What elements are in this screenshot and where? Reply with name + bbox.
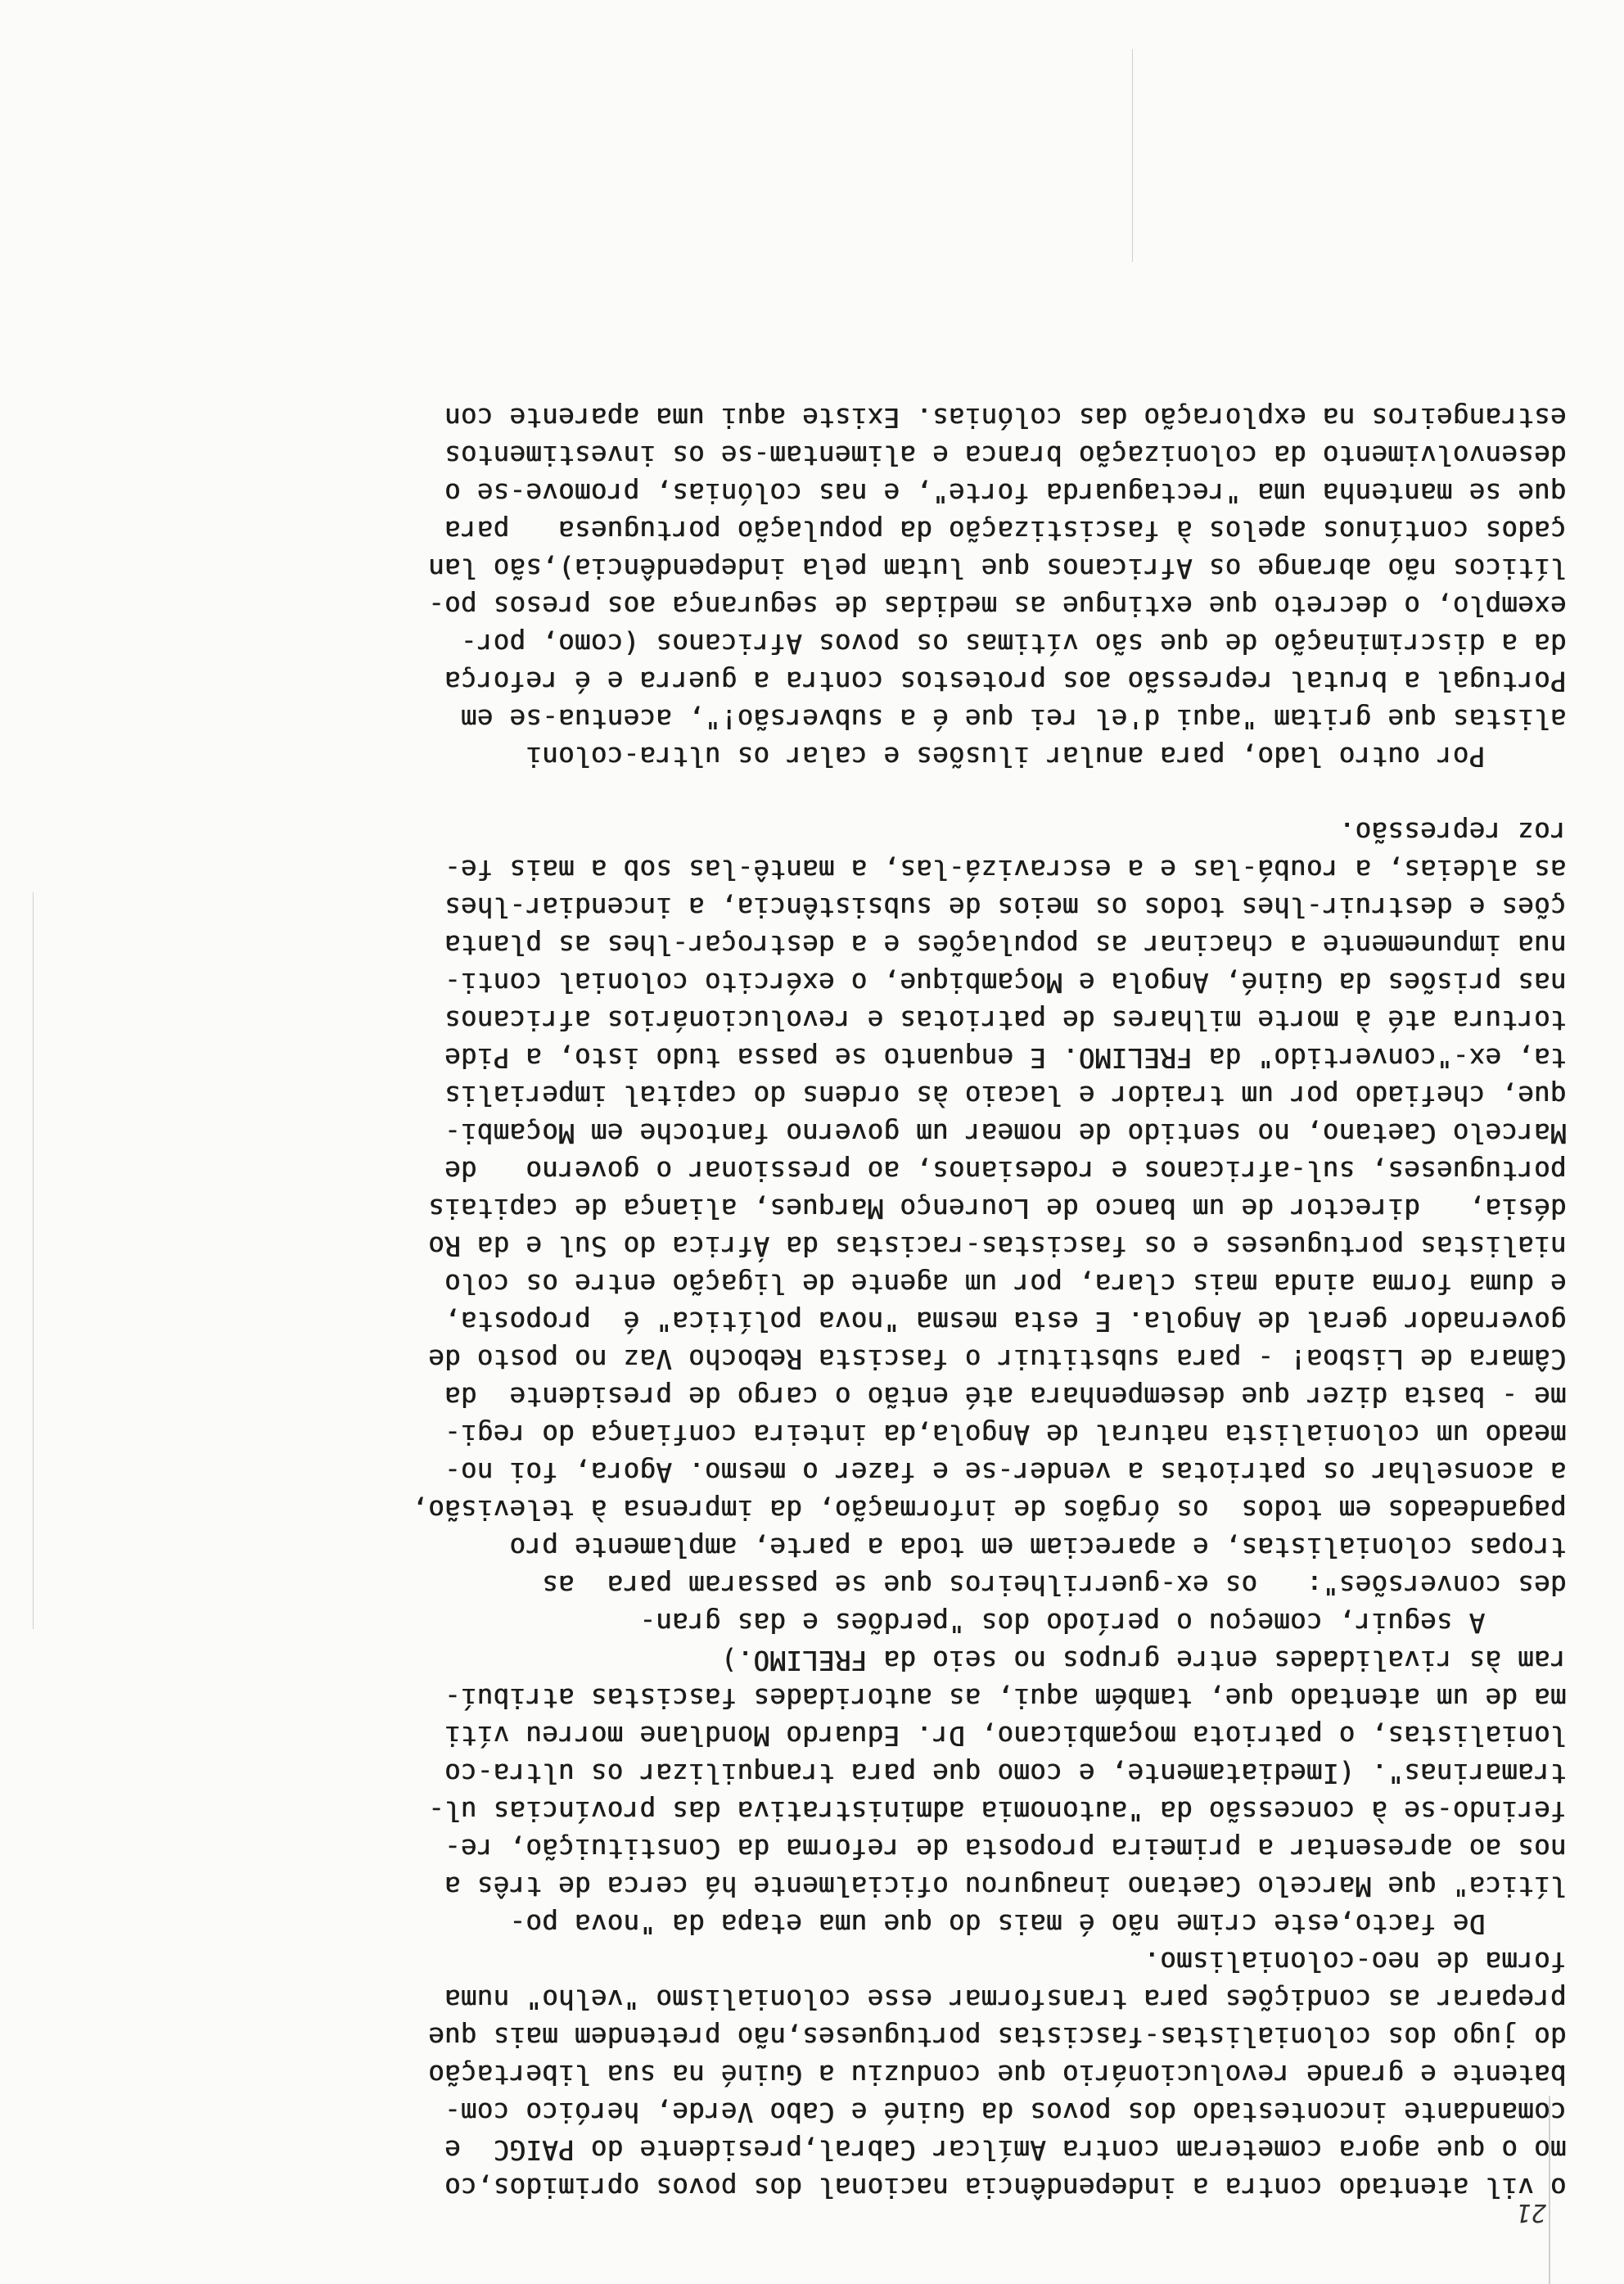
text-line: a aconselhar os patriotas a vender-se e fazer o mesmo. Agora, foi no- bbox=[444, 1456, 1567, 1487]
text-line: da a discriminação de que são vítimas os povos Africanos (como, por- bbox=[461, 628, 1567, 659]
text-line: governador geral de Angola. E esta mesma "nova política" é proposta, bbox=[444, 1306, 1567, 1337]
text-line: lonialistas, o patriota moçambicano, Dr. Eduardo Mondlane morreu víti bbox=[444, 1720, 1567, 1751]
text-line: tropas colonialistas, e apareciam em toda a parte, amplamente pro bbox=[509, 1532, 1567, 1563]
text-line: A seguir, começou o período dos "perdões e das gran- bbox=[639, 1607, 1567, 1638]
paragraph bbox=[61, 813, 1567, 1641]
text-line: ma de um atentado que, também aqui, as autoridades fascistas atribuí- bbox=[444, 1682, 1567, 1713]
text-line: que, chefiado por um traidor e lacaio às ordens do capital imperialis bbox=[444, 1080, 1567, 1111]
text-line: o vil atentado contra a independência nacional dos povos oprimidos,co bbox=[444, 2172, 1567, 2203]
text-line: comandante incontestado dos povos da Guiné e Cabo Verde, heróico com- bbox=[444, 2097, 1567, 2128]
text-line: nos ao apresentar a primeira proposta de reforma da Constituição, re- bbox=[444, 1833, 1567, 1864]
text-line: exemplo, o decreto que extingue as medidas de segurança aos presos po- bbox=[428, 590, 1567, 621]
text-line: que se mantenha uma "rectaguarda forte", e nas colónias, promove-se o bbox=[444, 477, 1567, 508]
text-line: nialistas portugueses e os fascistas-racistas da África do Sul e da Ro bbox=[428, 1230, 1567, 1262]
paragraph bbox=[61, 399, 1567, 775]
text-line: nua impunemente a chacinar as populações e a destroçar-lhes as planta bbox=[444, 929, 1567, 960]
page-number: 21 bbox=[1516, 2198, 1546, 2227]
text-line: désia, director de um banco de Lourenço Marques, aliança de capitais bbox=[428, 1193, 1567, 1224]
text-line: alistas que gritam "aqui d'el rei que é a subversão!", acentua-se em bbox=[461, 703, 1567, 734]
text-line: ta, ex-"convertido" da FRELIMO. E enquanto se passa tudo isto, a Pide bbox=[444, 1042, 1567, 1073]
text-line: roz repressão. bbox=[1338, 816, 1567, 847]
paragraph-gap bbox=[61, 775, 1567, 813]
text-line: estrangeiros na exploração das colónias. Existe aqui uma aparente con bbox=[444, 402, 1567, 433]
text-line: do jugo dos colonialistas-fascistas portugueses,não pretendem mais que bbox=[428, 2021, 1567, 2052]
text-line: forma de neo-colonialismo. bbox=[1144, 1946, 1567, 1977]
text-line: lítica" que Marcelo Caetano inaugurou oficialmente há cerca de três a bbox=[444, 1871, 1567, 1902]
text-line: desenvolvimento da colonização branca e alimentam-se os investimentos bbox=[444, 440, 1567, 471]
text-line: pagandeados em todos os órgãos de informação, da imprensa à televisão, bbox=[412, 1494, 1567, 1525]
text-line: ções e destruir-lhes todos os meios de subsistência, a incendiar-lhes bbox=[444, 891, 1567, 923]
text-line: tortura até à morte milhares de patriotas e revolucionários africanos bbox=[444, 1004, 1567, 1036]
text-line: mo o que agora cometeram contra Amílcar Cabral,presidente do PAIGC e bbox=[444, 2134, 1567, 2165]
text-line: meado um colonialista natural de Angola,da inteira confiança do regi- bbox=[444, 1419, 1567, 1450]
text-line: tramarinas". (Imediatamente, e como que para tranquilizar os ultra-co bbox=[444, 1758, 1567, 1789]
text-line: ferindo-se à concessão da "autonomia administrativa das províncias ul- bbox=[428, 1795, 1567, 1826]
text-line: preparar as condições para transformar esse colonialismo "velho" numa bbox=[444, 1984, 1567, 2015]
text-line: çados contínuos apelos à fascistização da população portuguesa para bbox=[444, 515, 1567, 546]
paragraph bbox=[61, 1641, 1567, 1943]
text-line: líticos não abrange os Africanos que lutam pela independência),são lan bbox=[428, 553, 1567, 584]
text-line: me - basta dizer que desempenhara até então o cargo de presidente da bbox=[444, 1381, 1567, 1412]
document-body bbox=[61, 399, 1567, 2206]
text-line: De facto,este crime não é mais do que uma etapa da "nova po- bbox=[509, 1908, 1567, 1939]
text-line: portugueses, sul-africanos e rodesianos, ao pressionar o governo de bbox=[444, 1155, 1567, 1186]
text-line: ram às rivalidades entre grupos no seio da FRELIMO.) bbox=[720, 1645, 1567, 1676]
text-line: Marcelo Caetano, no sentido de nomear um governo fantoche em Moçambi- bbox=[444, 1117, 1567, 1149]
text-line: nas prisões da Guiné, Angola e Moçambique, o exército colonial conti- bbox=[444, 967, 1567, 998]
paragraph bbox=[61, 1943, 1567, 2206]
text-line: Por outro lado, para anular ilusões e calar os ultra-coloni bbox=[526, 741, 1567, 772]
text-line: Portugal a brutal repressão aos protestos contra a guerra e é reforça bbox=[444, 666, 1567, 697]
text-line: batente e grande revolucionário que conduziu a Guiné na sua libertação bbox=[428, 2059, 1567, 2090]
text-line: as aldeias, a roubá-las e a escravizá-las, a mantê-las sob a mais fe- bbox=[444, 854, 1567, 885]
scan-edge-line bbox=[33, 892, 34, 1629]
text-line: des conversões": os ex-guerrilheiros que se passaram para as bbox=[542, 1569, 1567, 1600]
text-line: e duma forma ainda mais clara, por um agente de ligação entre os colo bbox=[444, 1268, 1567, 1299]
text-line: Câmara de Lisboa! - para substituir o fascista Rebocho Vaz no posto de bbox=[428, 1343, 1567, 1374]
scan-edge-line bbox=[1132, 49, 1133, 262]
